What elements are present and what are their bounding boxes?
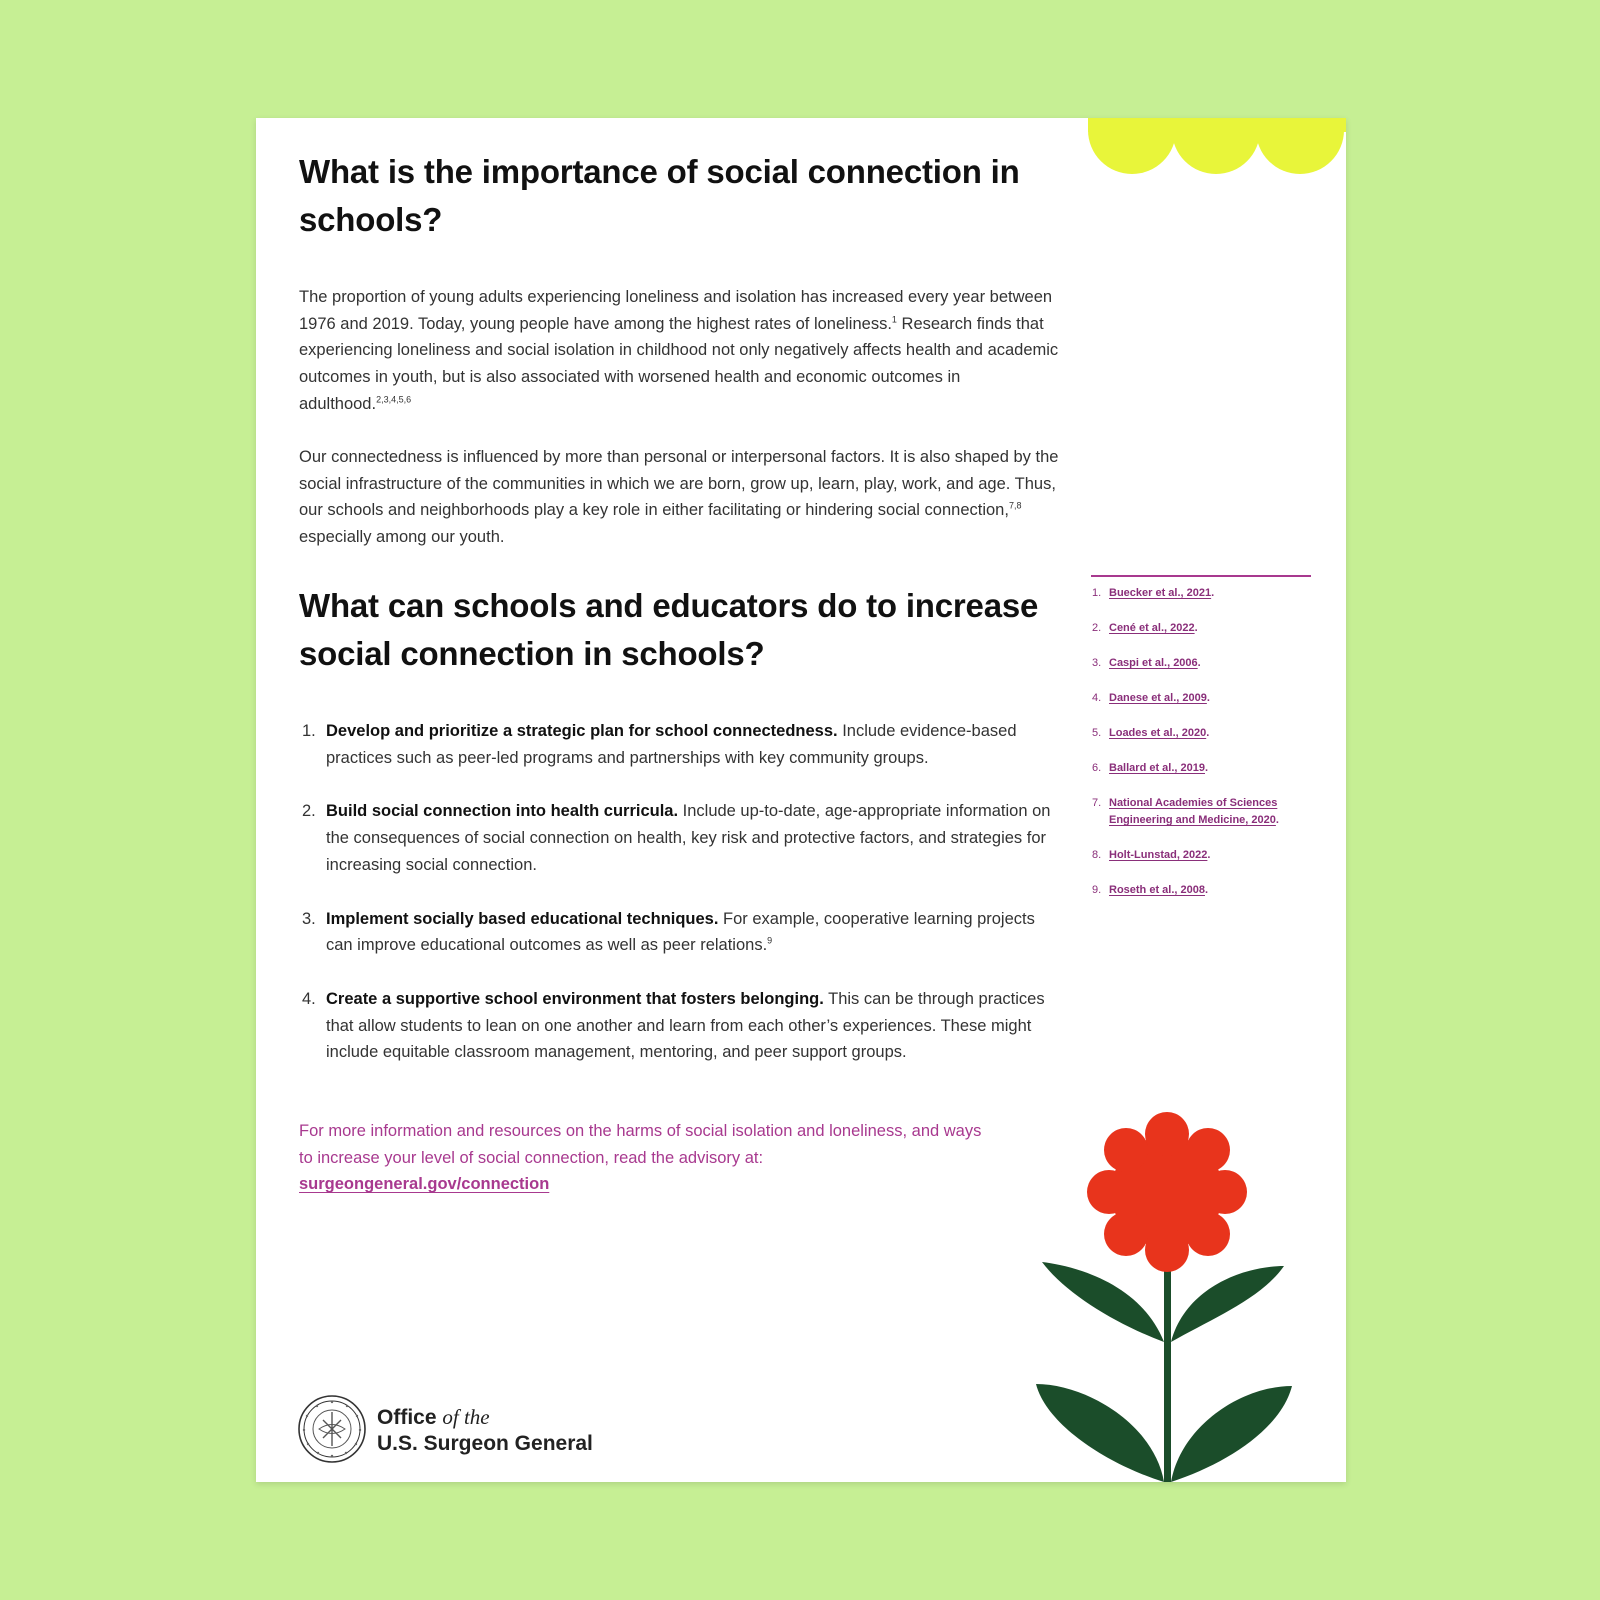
- reference-link[interactable]: Ballard et al., 2019: [1109, 762, 1205, 774]
- section2-title: What can schools and educators do to increase social connection in schools?: [299, 587, 1039, 672]
- reference-item: 7. National Academies of Sciences Engineering and Medicine, 2020.: [1092, 797, 1279, 826]
- reference-item: 3. Caspi et al., 2006.: [1092, 657, 1201, 669]
- list-item: 4. Create a supportive school environment that fosters belonging. This can be through practices that allow students to lean on one another and learn from each other’s experiences. These might include equitable classroom management, mentoring, and peer support groups.: [302, 989, 1045, 1062]
- list-item: 3. Implement socially based educational techniques. For example, cooperative learning projects can improve educational outcomes as well as peer relations.$^9$: [302, 909, 1035, 955]
- reference-item: 6. Ballard et al., 2019.: [1092, 762, 1209, 774]
- reference-link[interactable]: Caspi et al., 2006: [1109, 657, 1198, 669]
- footnote-ref: 7,8: [1008, 500, 1022, 511]
- surgeon-general-seal-icon: [297, 1394, 367, 1464]
- footnote-ref: 1: [891, 314, 897, 325]
- reference-link[interactable]: Danese et al., 2009: [1109, 692, 1207, 704]
- reference-link[interactable]: Buecker et al., 2021: [1109, 587, 1212, 599]
- reference-link[interactable]: Cené et al., 2022: [1109, 622, 1195, 634]
- advisory-link[interactable]: surgeongeneral.gov/connection: [299, 1175, 550, 1194]
- reference-link[interactable]: Holt-Lunstad, 2022: [1109, 849, 1208, 861]
- reference-item: 2. Cené et al., 2022.: [1092, 622, 1198, 634]
- flower-illustration-icon: [1036, 1104, 1306, 1482]
- reference-link[interactable]: National Academies of Sciences Engineering and Medicine, 2020: [1109, 797, 1278, 826]
- scallop-decoration-icon: [1088, 118, 1346, 178]
- section1-paragraph1: The proportion of young adults experiencing loneliness and isolation has increased every year between 1976 and 2019. Today, young people have among the highest rates of loneliness.$^1$ Research finds that experiencing loneliness and social isolation in childhood not only negatively affects health and academic outcomes in youth, but is also associated with worsened health and economic outcomes in adulthood.$^{2,3,4,5,6}$: [299, 288, 1059, 413]
- reference-item: 9. Roseth et al., 2008.: [1092, 884, 1209, 896]
- list-item: 1. Develop and prioritize a strategic plan for school connectedness. Include evidence-based practices such as peer-led programs and partnerships with key community groups.: [302, 722, 1017, 767]
- reference-item: 8. Holt-Lunstad, 2022.: [1092, 849, 1211, 861]
- reference-item: 5. Loades et al., 2020.: [1092, 727, 1210, 739]
- more-info-text: For more information and resources on the harms of social isolation and loneliness, and ways to increase your level of social connection, read the advisory at: surgeongeneral.gov/connection: [299, 1122, 982, 1194]
- reference-item: 4. Danese et al., 2009.: [1092, 692, 1210, 704]
- references-sidebar: [1091, 575, 1311, 917]
- reference-link[interactable]: Loades et al., 2020: [1109, 727, 1207, 739]
- section1-paragraph2: Our connectedness is influenced by more than personal or interpersonal factors. It is also shaped by the social infrastructure of the communities in which we are born, grow up, learn, play, work, and age. Thus, our schools and neighborhoods play a key role in either facilitating or hindering social connection,$^{7,8}$ especially among our youth.: [299, 448, 1059, 547]
- list-item: 2. Build social connection into health curricula. Include up-to-date, age-appropriate information on the consequences of social connection on health, key risk and protective factors, and strategies for increasing social connection.: [302, 802, 1051, 874]
- footnote-ref: 2,3,4,5,6: [376, 394, 412, 405]
- reference-item: 1. Buecker et al., 2021.: [1092, 587, 1215, 599]
- section1-title: What is the importance of social connection in schools?: [299, 153, 1020, 238]
- reference-link[interactable]: Roseth et al., 2008: [1109, 884, 1205, 896]
- logo-text: Office of the U.S. Surgeon General: [377, 1405, 593, 1455]
- references-list: [1091, 585, 1311, 899]
- strategy-list: [299, 718, 1059, 1093]
- document-page: [256, 118, 1346, 1482]
- footnote-ref: 9: [767, 935, 773, 946]
